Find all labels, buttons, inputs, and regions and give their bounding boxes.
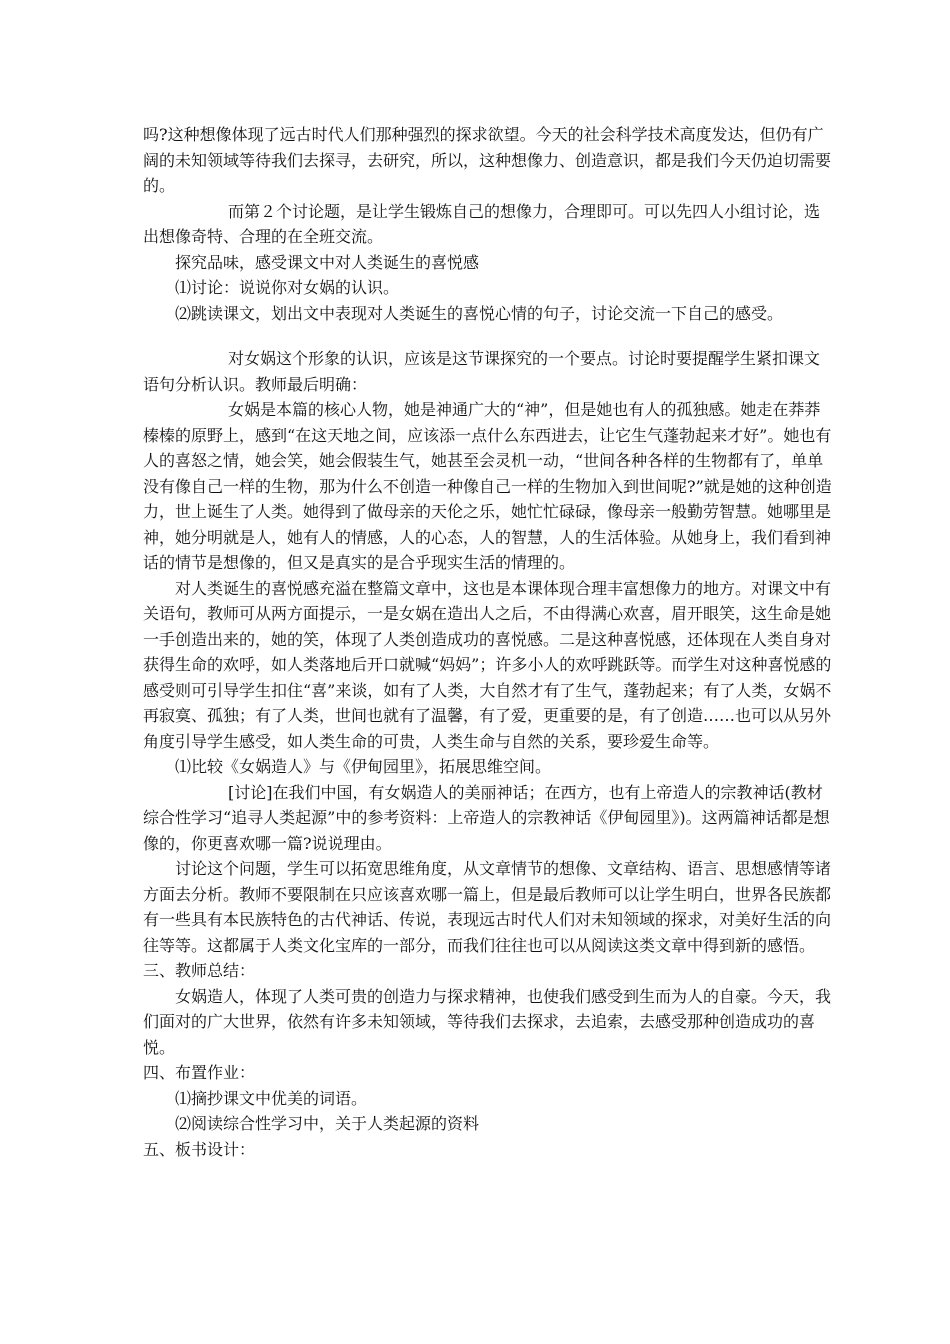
section-heading: 四、布置作业： [143, 1063, 256, 1082]
list-item: ⑴讨论：说说你对女娲的认识。 [175, 278, 400, 297]
paragraph: 对人类诞生的喜悦感充溢在整篇文章中，这也是本课体现合理丰富想像力的地方。对课文中有关语句，教师可从两方面提示，一是女娲在造出人之后，不由得满心欢喜，眉开眼笑，这生命是她一手创造出来的，她的笑，体现了人类创造成功的喜悦感。二是这种喜悦感，还体现在人类自身对获得生命的欢呼，如人类落地后开口就喊“妈妈”；许多小人的欢呼跳跃等。而学生对这种喜悦感的感受则可引导学生扣住“喜”来谈，如有了人类，大自然才有了生气，蓬勃起来；有了人类，女娲不再寂寞、孤独；有了人类，世间也就有了温馨，有了爱，更重要的是，有了创造……也可以从另外角度引导学生感受，如人类生命的可贵，人类生命与自然的关系，要珍爱生命等。 [143, 578, 832, 751]
list-item: ⑴摘抄课文中优美的词语。 [175, 1088, 368, 1108]
list-item: ⑵阅读综合性学习中，关于人类起源的资料 [175, 1114, 480, 1133]
paragraph: 女娲造人，体现了人类可贵的创造力与探求精神，也使我们感受到生而为人的自豪。今天，我们面对的广大世界，依然有许多未知领域，等待我们去探求，去追索，去感受那种创造成功的喜悦。 [143, 986, 832, 1057]
paragraph: 吗?这种想像体现了远古时代人们那种强烈的探求欲望。今天的社会科学技术高度发达，但仍有广阔的未知领域等待我们去探寻，去研究，所以，这种想像力、创造意识，都是我们今天仍迫切需要的。 [143, 125, 832, 195]
paragraph: 对女娲这个形象的认识，应该是这节课探究的一个要点。讨论时要提醒学生紧扣课文语句分析认识。教师最后明确： [143, 349, 821, 394]
paragraph: [讨论]在我们中国，有女娲造人的美丽神话；在西方，也有上帝造人的宗教神话(教材综合性学习“追寻人类起源”中的参考资料：上帝造人的宗教神话《伊甸园里》)。这两篇神话都是想像的，你更喜欢哪一篇?说说理由。 [143, 782, 830, 853]
spacer [143, 326, 833, 346]
list-item: ⑵跳读课文，划出文中表现对人类诞生的喜悦心情的句子，讨论交流一下自己的感受。 [175, 303, 784, 323]
document-body [143, 122, 833, 1162]
section-heading: 五、板书设计： [143, 1139, 256, 1159]
section-heading: 探究品味，感受课文中对人类诞生的喜悦感 [175, 252, 480, 272]
paragraph: 女娲是本篇的核心人物，她是神通广大的“神”，但是她也有人的孤独感。她走在莽莽榛榛的原野上，感到“在这天地之间，应该添一点什么东西进去，让它生气蓬勃起来才好”。她也有人的喜怒之情，她会笑，她会假装生气，她甚至会灵机一动，“世间各种各样的生物都有了，单单没有像自己一样的生物，那为什么不创造一种像自己一样的生物加入到世间呢?”就是她的这种创造力，世上诞生了人类。她得到了做母亲的天伦之乐，她忙忙碌碌，像母亲一般勤劳智慧。她哪里是神，她分明就是人，她有人的情感，人的心态，人的智慧，人的生活体验。从她身上，我们看到神话的情节是想像的，但又是真实的是合乎现实生活的情理的。 [143, 400, 832, 572]
paragraph: 讨论这个问题，学生可以拓宽思维角度，从文章情节的想像、文章结构、语言、思想感情等诸方面去分析。教师不要限制在只应该喜欢哪一篇上，但是最后教师可以让学生明白，世界各民族都有一些具有本民族特色的古代神话、传说，表现远古时代人们对未知领域的探求，对美好生活的向往等等。这都属于人类文化宝库的一部分，而我们往往也可以从阅读这类文章中得到新的感悟。 [143, 859, 832, 955]
paragraph: 而第２个讨论题，是让学生锻炼自己的想像力，合理即可。可以先四人小组讨论，选出想像奇特、合理的在全班交流。 [143, 201, 821, 246]
list-item: ⑴比较《女娲造人》与《伊甸园里》，拓展思维空间。 [175, 757, 552, 776]
section-heading: 三、教师总结： [143, 961, 256, 980]
